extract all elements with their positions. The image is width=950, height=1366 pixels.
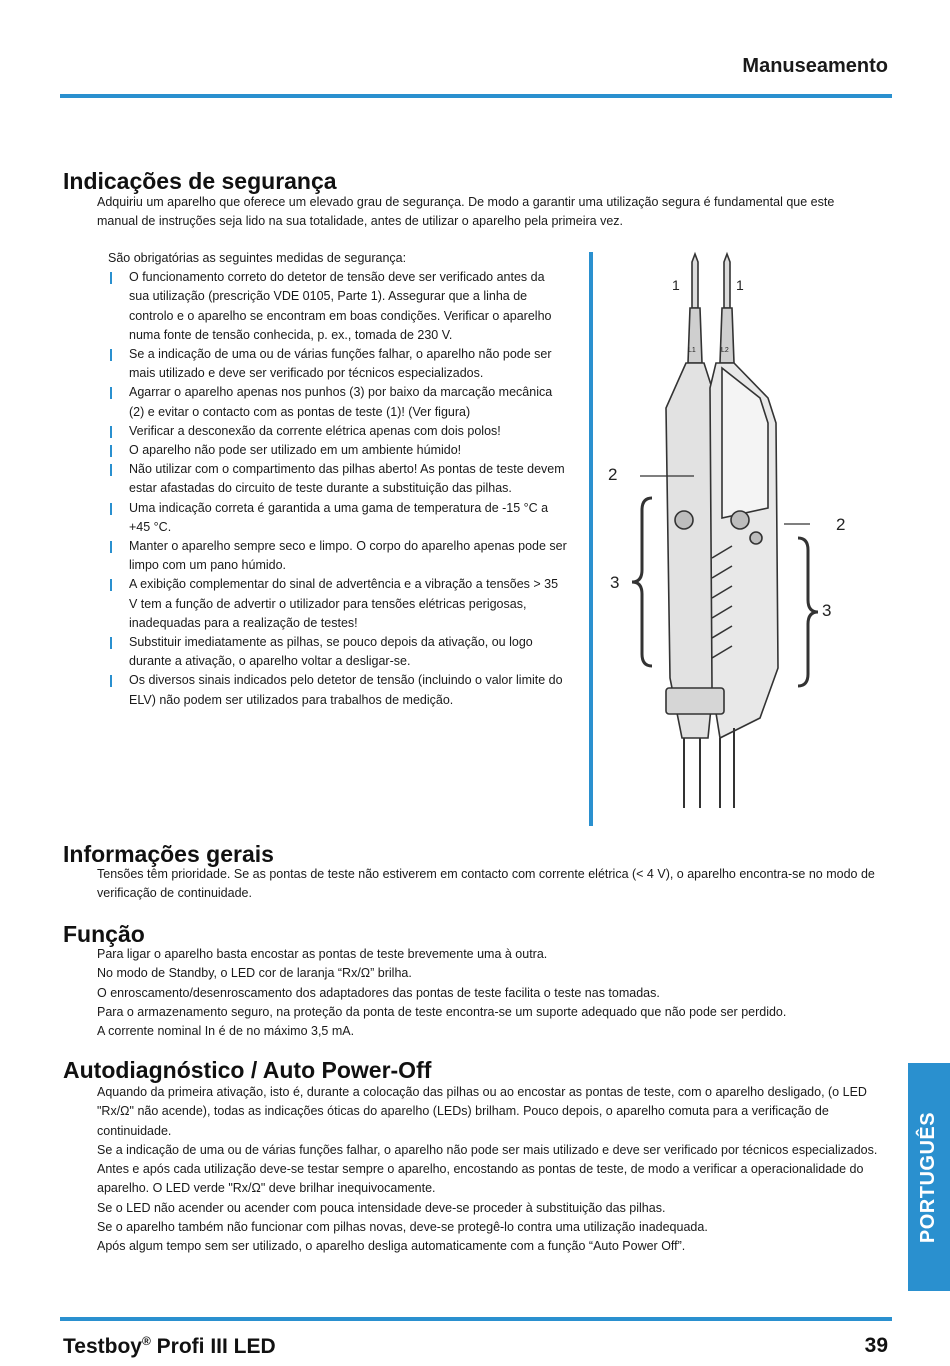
safety-list-item-text: Manter o aparelho sempre seco e limpo. O corpo do aparelho apenas pode ser limpo com um pano húmido. <box>129 539 567 573</box>
selftest-line: Aquando da primeira ativação, isto é, durante a colocação das pilhas ou ao encostar as pontas de teste, com o aparelho desligado, (o LED "Rx/Ω" não acende), todas as indicações óticas do aparelho (LEDs) brilham. Pouco depois, o aparelho comuta para a verificação de continuidade. <box>97 1085 867 1138</box>
safety-list-item-text: Verificar a desconexão da corrente elétrica apenas com dois polos! <box>129 423 501 438</box>
safety-list-item-text: Se a indicação de uma ou de várias funções falhar, o aparelho não pode ser mais utilizado e deve ser verificado por técnicos especializados. <box>129 347 552 381</box>
safety-list-item-text: Os diversos sinais indicados pelo detetor de tensão (incluindo o valor limite do ELV) não podem ser utilizados para trabalhos de medição. <box>129 673 563 707</box>
selftest-line: Antes e após cada utilização deve-se testar sempre o aparelho, encostando as pontas de teste, de modo a verificar a operacionalidade do aparelho. O LED verde "Rx/Ω" deve brilhar inequivocamente. <box>97 1162 864 1196</box>
footer-brand: Testboy <box>63 1335 142 1358</box>
function-line: O enroscamento/desenroscamento dos adaptadores das pontas de teste facilita o teste nas tomadas. <box>97 985 660 1000</box>
footer-rule <box>60 1317 892 1321</box>
selftest-line: Após algum tempo sem ser utilizado, o aparelho desliga automaticamente com a função “Auto Power Off”. <box>97 1239 686 1254</box>
safety-list-item <box>108 441 568 460</box>
footer-model: Profi III LED <box>150 1335 276 1358</box>
safety-list-item-text: Agarrar o aparelho apenas nos punhos (3) por baixo da marcação mecânica (2) e evitar o contacto com as pontas de teste (1)! (Ver figura) <box>129 385 553 419</box>
footer-product-name <box>63 1334 276 1359</box>
figure-label-tip-right: 1 <box>736 277 744 293</box>
function-text <box>97 945 892 1041</box>
header-rule <box>60 94 892 98</box>
safety-list-item-text: A exibição complementar do sinal de advertência e a vibração a tensões > 35 V tem a função de advertir o utilizador para tensões elétricas perigosas, inadequadas para a realização de testes! <box>129 577 559 630</box>
safety-list-item <box>108 460 568 498</box>
safety-list-item <box>108 268 568 345</box>
registered-mark: ® <box>141 1334 151 1348</box>
figure-label-tip-left: 1 <box>672 277 680 293</box>
page-number: 39 <box>864 1334 888 1357</box>
bullet-marker <box>110 503 112 515</box>
section-title-function: Função <box>63 921 145 947</box>
safety-list-item <box>108 499 568 537</box>
bullet-marker <box>110 541 112 553</box>
figure-label-probe-l2: L2 <box>721 347 729 354</box>
safety-list-item-text: Uma indicação correta é garantida a uma gama de temperatura de -15 °C a +45 °C. <box>129 500 549 534</box>
figure-label-mark-left: 2 <box>608 465 618 484</box>
safety-list-item <box>108 345 568 383</box>
bullet-marker <box>110 445 112 457</box>
bullet-marker <box>110 637 112 649</box>
safety-list-item-text: Não utilizar com o compartimento das pilhas aberto! As pontas de teste devem estar afastadas do circuito de teste durante a substituição das pilhas. <box>129 462 565 496</box>
safety-measures-list <box>108 249 568 710</box>
selftest-line: Se o LED não acender ou acender com pouca intensidade deve-se proceder à substituição das pilhas. <box>97 1200 666 1215</box>
language-tab-label: PORTUGUÊS <box>917 1111 940 1243</box>
general-text: Tensões têm prioridade. Se as pontas de teste não estiverem em contacto com corrente elétrica (< 4 V), o aparelho encontra-se no modo de verificação de continuidade. <box>97 867 875 901</box>
section-title-general: Informações gerais <box>63 841 274 867</box>
safety-list-item <box>108 537 568 575</box>
safety-list-intro: São obrigatórias as seguintes medidas de segurança: <box>108 251 407 265</box>
bullet-marker <box>110 464 112 476</box>
safety-intro: Adquiriu um aparelho que oferece um elevado grau de segurança. De modo a garantir uma utilização segura é fundamental que este manual de instruções seja lido na sua totalidade, antes de utilizar o aparelho pela primeira vez. <box>97 195 835 229</box>
safety-list-item-text: Substituir imediatamente as pilhas, se pouco depois da ativação, ou logo durante a ativação, o aparelho voltar a desligar-se. <box>129 635 533 669</box>
function-line: No modo de Standby, o LED cor de laranja “Rx/Ω” brilha. <box>97 966 412 981</box>
safety-list-item <box>108 383 568 421</box>
figure-label-grip-left: 3 <box>610 573 620 592</box>
voltage-tester-figure <box>600 248 860 828</box>
figure-divider <box>589 252 593 826</box>
safety-list-item <box>108 671 568 709</box>
section-title-safety: Indicações de segurança <box>63 168 337 194</box>
bullet-marker <box>110 579 112 591</box>
bullet-marker <box>110 675 112 687</box>
function-line: A corrente nominal In é de no máximo 3,5 mA. <box>97 1024 355 1039</box>
section-title-selftest: Autodiagnóstico / Auto Power-Off <box>63 1057 432 1083</box>
figure-label-probe-l1: L1 <box>688 347 696 354</box>
bullet-marker <box>110 349 112 361</box>
figure-label-mark-right: 2 <box>836 515 846 534</box>
bullet-marker <box>110 272 112 284</box>
selftest-text <box>97 1083 892 1257</box>
safety-list-item <box>108 575 568 633</box>
function-line: Para o armazenamento seguro, na proteção da ponta de teste encontra-se um suporte adequado que não pode ser perdido. <box>97 1004 787 1019</box>
language-tab <box>908 1063 950 1291</box>
selftest-line: Se a indicação de uma ou de várias funções falhar, o aparelho não pode ser mais utilizado e deve ser verificado por técnicos especializados. <box>97 1142 878 1157</box>
bullet-marker <box>110 387 112 399</box>
figure-label-grip-right: 3 <box>822 601 832 620</box>
page-header-title: Manuseamento <box>742 55 888 77</box>
function-line: Para ligar o aparelho basta encostar as pontas de teste brevemente uma à outra. <box>97 947 548 961</box>
selftest-line: Se o aparelho também não funcionar com pilhas novas, deve-se protegê-lo contra uma utilização inadequada. <box>97 1220 708 1235</box>
safety-list-item-text: O aparelho não pode ser utilizado em um ambiente húmido! <box>129 443 462 458</box>
safety-list-item <box>108 633 568 671</box>
bullet-marker <box>110 426 112 438</box>
safety-list-item <box>108 422 568 441</box>
safety-list-item-text: O funcionamento correto do detetor de tensão deve ser verificado antes da sua utilização (prescrição VDE 0105, Parte 1). Assegurar que a linha de controlo e o aparelho se encontram em boas condições. Verificar o aparelho numa fonte de tensão conhecida, p. ex., tomada de 230 V. <box>129 270 552 342</box>
